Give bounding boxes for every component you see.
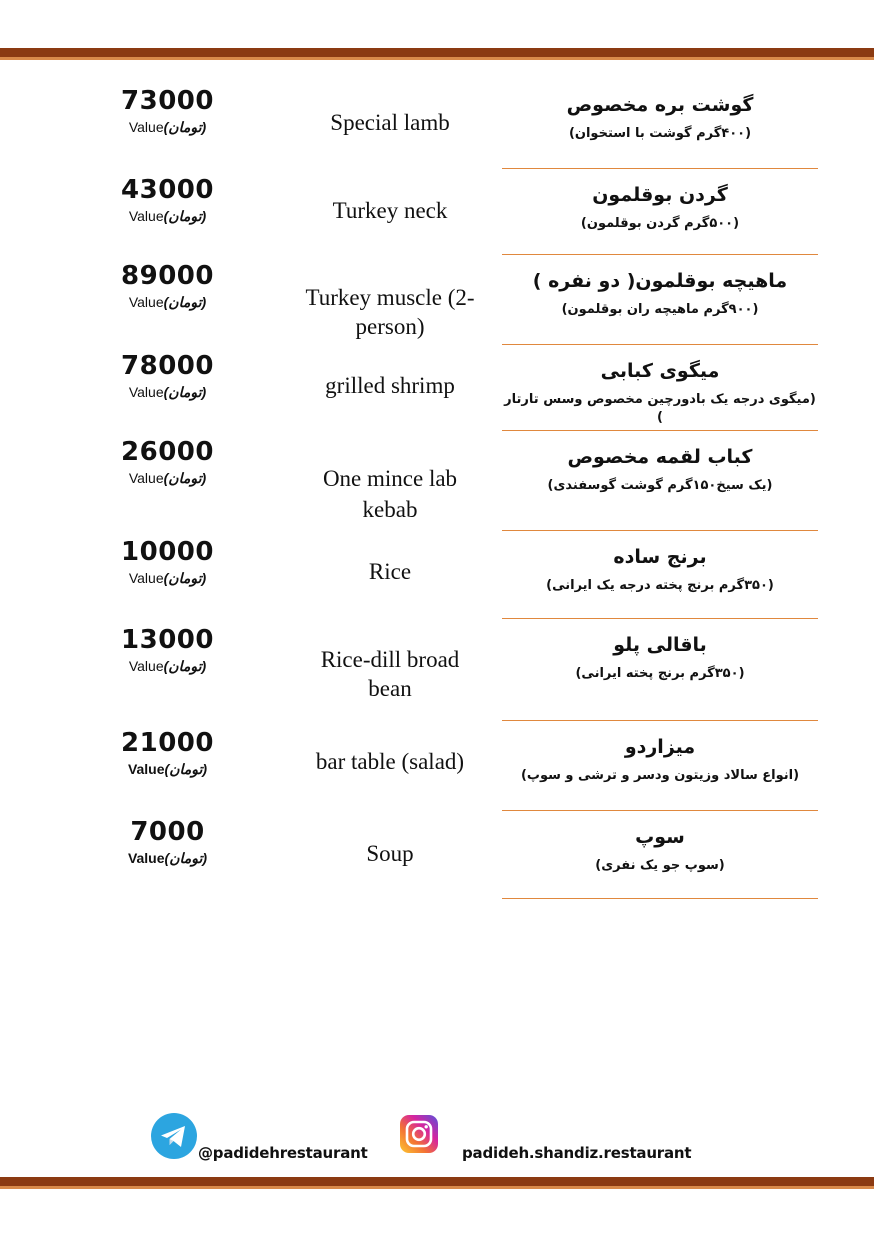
row-separator (502, 618, 818, 619)
value-label: Value(تومان) (127, 761, 208, 777)
item-description-fa: (۹۰۰گرم ماهیچه ران بوقلمون) (561, 302, 759, 317)
value-label: Value(تومان) (127, 850, 208, 866)
value-label: Value(تومان) (128, 470, 207, 486)
item-price: 13000 (121, 625, 214, 655)
item-title-fa: ماهیچه بوقلمون( دو نفره ) (532, 270, 788, 292)
bottom-decorative-rule (0, 1177, 874, 1189)
item-name-fa-block (502, 734, 818, 785)
price-block (110, 260, 225, 311)
item-title-fa: سوپ (635, 826, 685, 848)
row-separator (502, 898, 818, 899)
item-name-en: One mince lab kebab (322, 466, 458, 522)
item-name-en: Turkey muscle (2-person) (305, 285, 475, 339)
row-separator (502, 430, 818, 431)
price-block (110, 536, 225, 587)
item-name-en: grilled shrimp (325, 373, 455, 398)
item-title-fa: میزاردو (624, 736, 696, 758)
value-label: Value(تومان) (128, 384, 207, 400)
item-description-fa: (انواع سالاد وزیتون ودسر و ترشی و سوپ) (520, 768, 800, 783)
item-price: 78000 (121, 351, 214, 381)
item-description-fa: (۵۰۰گرم گردن بوقلمون) (580, 216, 740, 231)
item-title-fa: باقالی پلو (613, 634, 707, 656)
value-label: Value(تومان) (128, 658, 207, 674)
top-decorative-rule (0, 48, 874, 60)
row-separator (502, 344, 818, 345)
instagram-handle[interactable]: padideh.shandiz.restaurant (462, 1144, 692, 1162)
item-title-fa: میگوی کبابی (600, 360, 720, 382)
value-label: Value(تومان) (128, 294, 207, 310)
row-separator (502, 168, 818, 169)
item-price: 10000 (121, 537, 214, 567)
value-label: Value(تومان) (128, 570, 207, 586)
price-block (110, 174, 225, 225)
row-separator (502, 530, 818, 531)
price-block (110, 727, 225, 778)
price-block (110, 624, 225, 675)
telegram-icon[interactable] (151, 1113, 197, 1159)
item-name-fa-block (502, 92, 818, 143)
item-name-en: bar table (salad) (315, 749, 465, 774)
price-block (110, 436, 225, 487)
telegram-handle[interactable]: @padidehrestaurant (198, 1144, 368, 1162)
row-separator (502, 810, 818, 811)
item-description-fa: (۳۵۰گرم برنج پخته درجه یک ایرانی) (546, 578, 774, 593)
item-description-fa: (میگوی درجه یک بادورچین مخصوص وسس تارتار ) (504, 392, 816, 425)
item-name-fa-block (502, 544, 818, 595)
item-name-fa-block (502, 444, 818, 495)
row-separator (502, 720, 818, 721)
row-separator (502, 254, 818, 255)
item-price: 89000 (121, 261, 214, 291)
price-block (110, 85, 225, 136)
item-description-fa: (۳۵۰گرم برنج پخته ایرانی) (575, 666, 745, 681)
item-title-fa: برنج ساده (613, 546, 707, 568)
item-price: 73000 (121, 86, 214, 116)
item-description-fa: (یک سیخ۱۵۰گرم گوشت گوسفندی) (547, 478, 773, 493)
item-title-fa: گوشت بره مخصوص (566, 94, 754, 116)
item-name-en: Rice (368, 559, 412, 584)
item-price: 43000 (121, 175, 214, 205)
item-title-fa: کباب لقمه مخصوص (567, 446, 753, 468)
item-name-fa-block (502, 268, 818, 319)
item-name-fa-block (502, 182, 818, 233)
item-name-fa-block (502, 824, 818, 875)
item-price: 7000 (130, 817, 205, 847)
value-label: Value(تومان) (128, 119, 207, 135)
item-name-en: Rice-dill broad bean (320, 647, 460, 701)
item-name-en: Soup (366, 841, 414, 866)
item-description-fa: (سوپ جو یک نفری) (595, 858, 725, 873)
item-price: 26000 (121, 437, 214, 467)
price-block (110, 816, 225, 867)
value-label: Value(تومان) (128, 208, 207, 224)
item-name-en: Turkey neck (332, 198, 448, 223)
item-description-fa: (۴۰۰گرم گوشت با استخوان) (568, 126, 752, 141)
item-title-fa: گردن بوقلمون (592, 184, 728, 206)
item-price: 21000 (121, 728, 214, 758)
item-name-fa-block (502, 632, 818, 683)
price-block (110, 350, 225, 401)
instagram-icon[interactable] (400, 1115, 438, 1153)
footer-social (0, 1110, 874, 1170)
item-name-en: Special lamb (330, 110, 450, 135)
item-name-fa-block (502, 358, 818, 427)
